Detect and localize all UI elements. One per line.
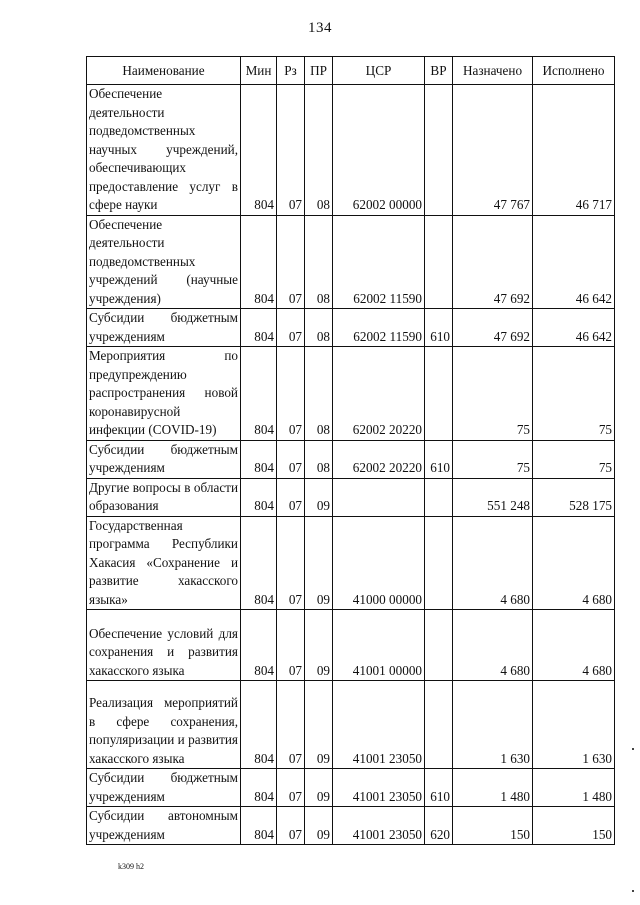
table-row [87, 516, 615, 610]
row-rz: 07 [277, 347, 305, 441]
budget-table [86, 56, 615, 845]
row-pr: 09 [305, 610, 333, 681]
row-rz: 07 [277, 85, 305, 216]
row-csr: 62002 20220 [333, 347, 425, 441]
row-pr: 09 [305, 681, 333, 769]
column-header-csr: ЦСР [333, 57, 425, 85]
page-number: 134 [308, 20, 332, 36]
row-min: 804 [241, 309, 277, 347]
row-name: Субсидии бюджетным учреждениям [87, 769, 241, 807]
row-name: Реализация мероприятий в сфере сохранения, популяризации и развития хакасского языка [87, 681, 241, 769]
row-pr: 08 [305, 85, 333, 216]
row-csr: 41001 23050 [333, 769, 425, 807]
row-csr: 41000 00000 [333, 516, 425, 610]
row-vr [425, 478, 453, 516]
row-pr: 09 [305, 516, 333, 610]
row-name: Обеспечение условий для сохранения и развития хакасского языка [87, 610, 241, 681]
row-assigned: 47 692 [453, 215, 533, 309]
row-csr: 62002 00000 [333, 85, 425, 216]
row-vr: 620 [425, 807, 453, 845]
row-executed: 528 175 [533, 478, 615, 516]
row-min: 804 [241, 516, 277, 610]
row-min: 804 [241, 807, 277, 845]
row-vr: 610 [425, 309, 453, 347]
row-pr: 08 [305, 309, 333, 347]
row-min: 804 [241, 681, 277, 769]
row-vr [425, 347, 453, 441]
row-executed: 75 [533, 347, 615, 441]
column-header-name: Наименование [87, 57, 241, 85]
table-row [87, 85, 615, 216]
row-min: 804 [241, 769, 277, 807]
row-assigned: 47 692 [453, 309, 533, 347]
column-header-vr: ВР [425, 57, 453, 85]
row-rz: 07 [277, 516, 305, 610]
row-vr: 610 [425, 440, 453, 478]
column-header-rz: Рз [277, 57, 305, 85]
row-csr: 41001 00000 [333, 610, 425, 681]
row-executed: 1 630 [533, 681, 615, 769]
row-executed: 46 642 [533, 309, 615, 347]
row-vr: 610 [425, 769, 453, 807]
row-assigned: 4 680 [453, 516, 533, 610]
column-header-pr: ПР [305, 57, 333, 85]
table-header-row [87, 57, 615, 85]
row-executed: 1 480 [533, 769, 615, 807]
row-min: 804 [241, 610, 277, 681]
column-header-executed: Исполнено [533, 57, 615, 85]
row-rz: 07 [277, 610, 305, 681]
table-row [87, 681, 615, 769]
row-vr [425, 516, 453, 610]
row-assigned: 150 [453, 807, 533, 845]
row-rz: 07 [277, 215, 305, 309]
row-name: Обеспечение деятельности подведомственных научных учреждений, обеспечивающих предоставление услуг в сфере науки [87, 85, 241, 216]
row-rz: 07 [277, 807, 305, 845]
row-executed: 46 642 [533, 215, 615, 309]
row-csr: 62002 11590 [333, 309, 425, 347]
row-rz: 07 [277, 478, 305, 516]
table-row [87, 478, 615, 516]
row-min: 804 [241, 85, 277, 216]
row-min: 804 [241, 215, 277, 309]
row-executed: 150 [533, 807, 615, 845]
row-pr: 08 [305, 347, 333, 441]
row-pr: 08 [305, 440, 333, 478]
row-csr: 41001 23050 [333, 807, 425, 845]
table-row [87, 769, 615, 807]
row-executed: 4 680 [533, 610, 615, 681]
row-pr: 09 [305, 807, 333, 845]
table-row [87, 807, 615, 845]
row-csr: 41001 23050 [333, 681, 425, 769]
row-vr [425, 610, 453, 681]
row-name: Государственная программа Республики Хакасия «Сохранение и развитие хакасского языка» [87, 516, 241, 610]
table-row [87, 309, 615, 347]
row-name: Субсидии автономным учреждениям [87, 807, 241, 845]
row-vr [425, 681, 453, 769]
table-row [87, 610, 615, 681]
table-row [87, 215, 615, 309]
row-assigned: 1 480 [453, 769, 533, 807]
scan-speck [632, 890, 634, 892]
row-rz: 07 [277, 681, 305, 769]
row-rz: 07 [277, 440, 305, 478]
row-vr [425, 85, 453, 216]
row-assigned: 47 767 [453, 85, 533, 216]
row-name: Мероприятия по предупреждению распространения новой коронавирусной инфекции (COVID-19) [87, 347, 241, 441]
row-csr [333, 478, 425, 516]
column-header-assigned: Назначено [453, 57, 533, 85]
row-name: Другие вопросы в области образования [87, 478, 241, 516]
table-row [87, 347, 615, 441]
row-csr: 62002 20220 [333, 440, 425, 478]
row-executed: 46 717 [533, 85, 615, 216]
row-pr: 08 [305, 215, 333, 309]
row-assigned: 1 630 [453, 681, 533, 769]
row-rz: 07 [277, 309, 305, 347]
row-csr: 62002 11590 [333, 215, 425, 309]
column-header-min: Мин [241, 57, 277, 85]
row-pr: 09 [305, 478, 333, 516]
row-name: Субсидии бюджетным учреждениям [87, 309, 241, 347]
table-row [87, 440, 615, 478]
row-rz: 07 [277, 769, 305, 807]
row-vr [425, 215, 453, 309]
row-assigned: 4 680 [453, 610, 533, 681]
row-executed: 4 680 [533, 516, 615, 610]
row-name: Обеспечение деятельности подведомственных учреждений (научные учреждения) [87, 215, 241, 309]
row-min: 804 [241, 440, 277, 478]
row-min: 804 [241, 478, 277, 516]
row-name: Субсидии бюджетным учреждениям [87, 440, 241, 478]
footer-code: k309 h2 [118, 862, 144, 871]
row-assigned: 75 [453, 347, 533, 441]
row-executed: 75 [533, 440, 615, 478]
row-min: 804 [241, 347, 277, 441]
row-pr: 09 [305, 769, 333, 807]
scan-speck [632, 748, 634, 750]
row-assigned: 75 [453, 440, 533, 478]
row-assigned: 551 248 [453, 478, 533, 516]
